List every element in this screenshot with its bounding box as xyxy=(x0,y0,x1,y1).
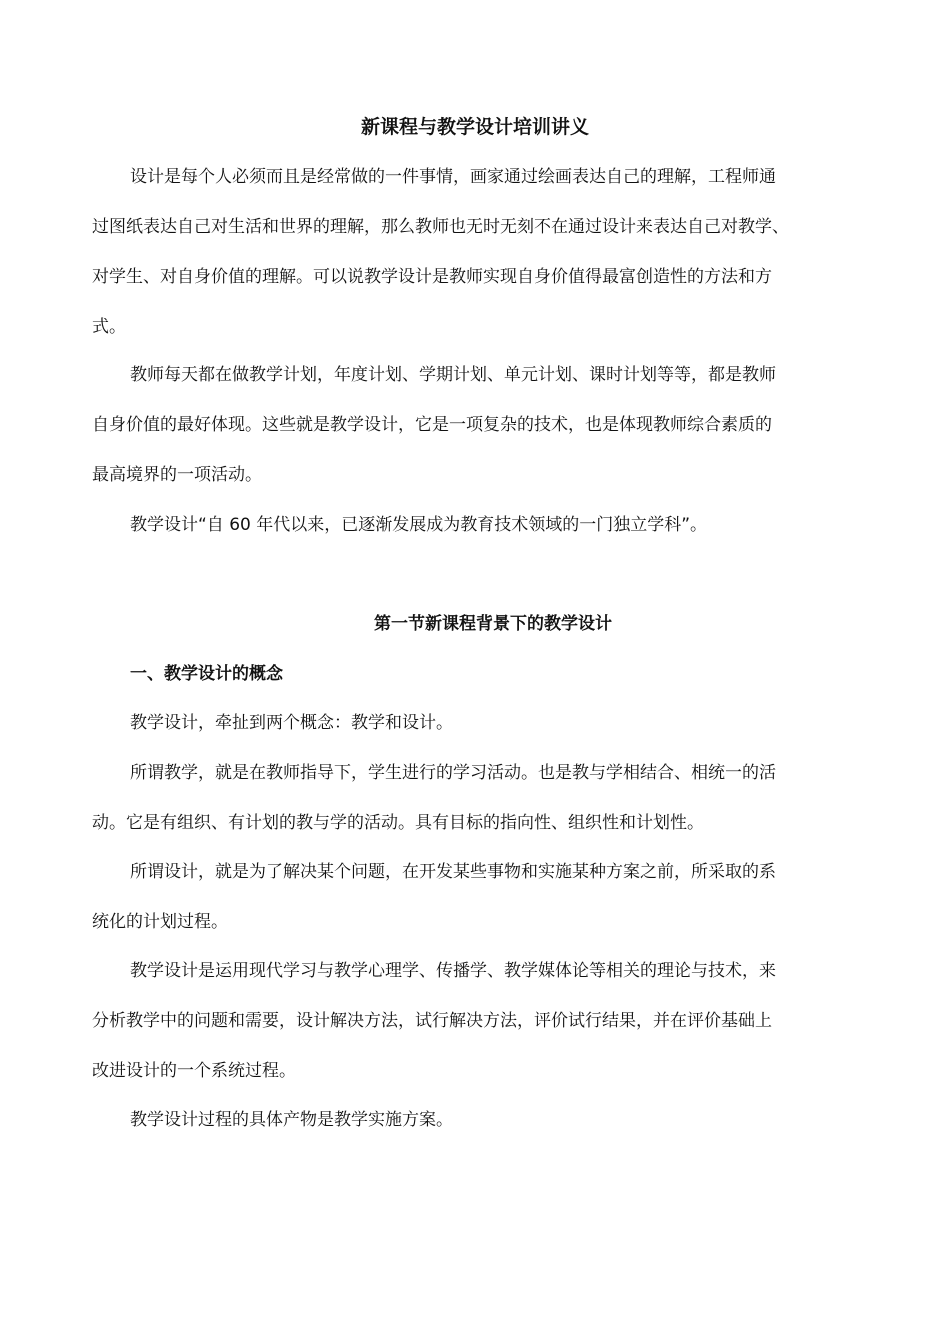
paragraph-line: 教学设计过程的具体产物是教学实施方案。 xyxy=(130,1110,453,1130)
paragraph-line: 过图纸表达自己对生活和世界的理解，那么教师也无时无刻不在通过设计来表达自己对教学、 xyxy=(92,217,789,237)
paragraph-line: 所谓教学，就是在教师指导下，学生进行的学习活动。也是教与学相结合、相统一的活 xyxy=(130,763,776,783)
section-paragraph-1 xyxy=(92,698,892,748)
paragraph-line: 教师每天都在做教学计划，年度计划、学期计划、单元计划、课时计划等等，都是教师 xyxy=(130,365,776,385)
intro-paragraph-1 xyxy=(92,152,892,352)
paragraph-line: 教学设计“自 60 年代以来，已逐渐发展成为教育技术领域的一门独立学科”。 xyxy=(130,515,708,535)
paragraph-line: 统化的计划过程。 xyxy=(92,912,228,932)
paragraph-line: 自身价值的最好体现。这些就是教学设计，它是一项复杂的技术，也是体现教师综合素质的 xyxy=(92,415,772,435)
paragraph-line: 分析教学中的问题和需要，设计解决方法，试行解决方法，评价试行结果，并在评价基础上 xyxy=(92,1011,772,1031)
intro-paragraph-3 xyxy=(92,500,892,550)
paragraph-line: 式。 xyxy=(92,317,126,337)
subheading: 一、教学设计的概念 xyxy=(130,664,283,684)
paragraph-line: 教学设计是运用现代学习与教学心理学、传播学、教学媒体论等相关的理论与技术，来 xyxy=(130,961,776,981)
document-title: 新课程与教学设计培训讲义 xyxy=(360,116,589,138)
paragraph-line: 改进设计的一个系统过程。 xyxy=(92,1061,296,1081)
paragraph-line: 设计是每个人必须而且是经常做的一件事情，画家通过绘画表达自己的理解，工程师通 xyxy=(130,167,776,187)
paragraph-line: 动。它是有组织、有计划的教与学的活动。具有目标的指向性、组织性和计划性。 xyxy=(92,813,704,833)
section-paragraph-2 xyxy=(92,748,892,848)
section-paragraph-5 xyxy=(92,1095,892,1145)
section-paragraph-4 xyxy=(92,946,892,1096)
section-title: 第一节新课程背景下的教学设计 xyxy=(374,614,612,634)
paragraph-line: 对学生、对自身价值的理解。可以说教学设计是教师实现自身价值得最富创造性的方法和方 xyxy=(92,267,772,287)
paragraph-line: 教学设计，牵扯到两个概念：教学和设计。 xyxy=(130,713,453,733)
paragraph-line: 最高境界的一项活动。 xyxy=(92,465,262,485)
section-paragraph-3 xyxy=(92,847,892,947)
paragraph-line: 所谓设计，就是为了解决某个问题，在开发某些事物和实施某种方案之前，所采取的系 xyxy=(130,862,776,882)
intro-paragraph-2 xyxy=(92,350,892,500)
